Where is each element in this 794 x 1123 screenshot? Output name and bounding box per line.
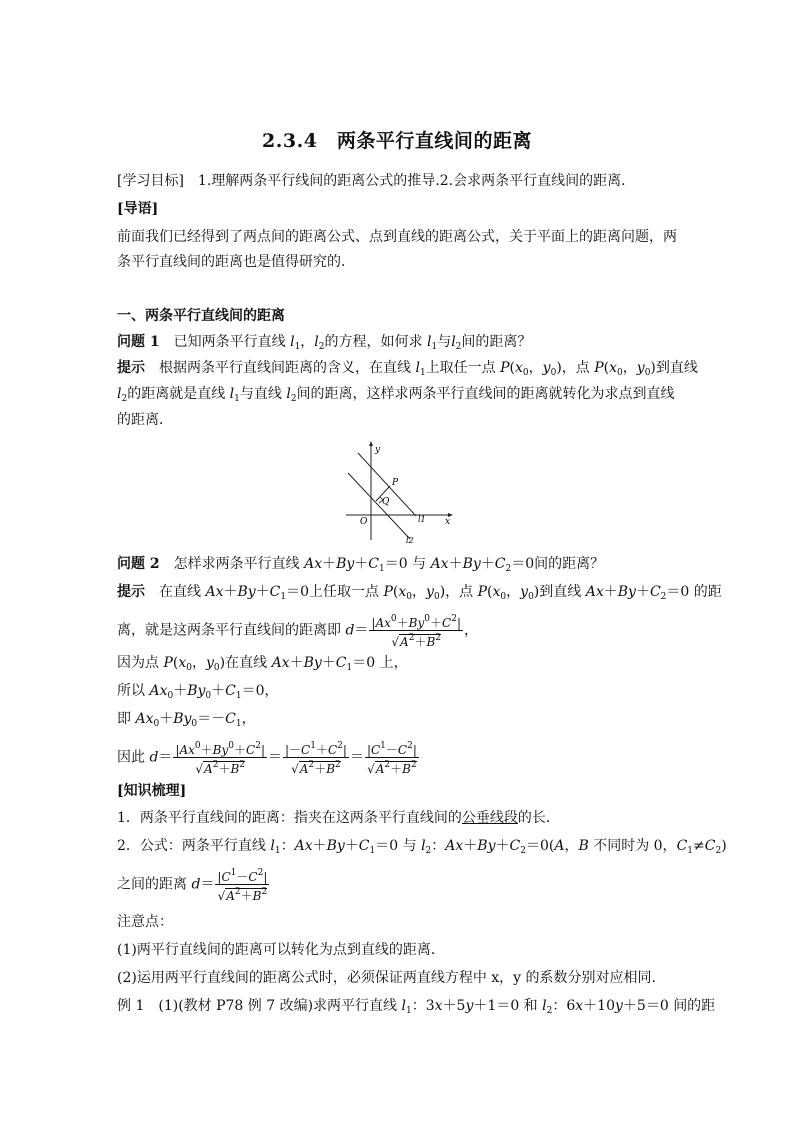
question-2-label: 问题 2 (117, 556, 160, 572)
note-1: (1)两平行直线间的距离可以转化为点到直线的距离． (117, 942, 445, 958)
hint-1-line-3: 的距离． (117, 412, 173, 428)
q2-text-a: 怎样求两条平行直线 (159, 556, 305, 572)
question-1-label: 问题 1 (117, 334, 160, 350)
hint1-text-d: 到直线 (655, 360, 698, 376)
page-title: 2.3.4 两条平行直线间的距离 (262, 130, 532, 152)
hint-2-label: 提示 (117, 584, 145, 600)
q1-text-b: 的方程，如何求 (324, 334, 427, 350)
y-axis-arrow (369, 441, 373, 446)
hint1-text-b: 上取任一点 (425, 360, 501, 376)
knowledge-1-post: 的长． (517, 810, 560, 826)
objectives-text: 1.理解两条平行线间的距离公式的推导.2.会求两条平行直线间的距离． (183, 173, 636, 189)
knowledge-2-mid: 与 (402, 838, 422, 854)
hint2-text-g: 因为点 (117, 655, 164, 671)
knowledge-item-2: 2．公式：两条平行直线 $l_1$：$Ax+By+C_1=0$ 与 $l_2$：$Ax+By+C_2=0(A$，B 不同时为 0，$C_1\ne C_2$) (117, 838, 727, 856)
question-2: 问题 2 怎样求两条平行直线 $Ax+By+C_1=0$ 与 $Ax+By+C_2=0$间的距离？ (117, 556, 605, 574)
hint1-text-f: 与直线 (239, 386, 287, 402)
hint-2-line-4: 所以 $Ax_0+By_0+C_1=0$， (117, 683, 279, 701)
label-l2: l2 (406, 536, 414, 545)
example-1-text-b: 和 (523, 998, 543, 1014)
q2-text-c: 间的距离？ (534, 556, 605, 572)
knowledge-1-pre: 1．两条平行直线间的距离：指夹在这两条平行直线间的 (117, 810, 462, 826)
hint2-text-c: ，点 (445, 584, 478, 600)
knowledge-item-1 (117, 808, 683, 828)
example-1-text: (1)(教材 P78 例 7 改编)求两平行直线 (144, 998, 402, 1014)
q1-text-a: 已知两条平行直线 (159, 334, 291, 350)
hint-2-line-5: 即 $Ax_0+By_0=-C_1$， (117, 711, 256, 729)
objectives-line (117, 171, 683, 191)
label-y: y (375, 445, 381, 455)
section-heading: 一、两条平行直线间的距离 (117, 308, 285, 324)
hint-1-line-1: 提示 根据两条平行直线间距离的含义，在直线 $l_1$上取任一点 $P(x_0$，$y_0$)，点 $P(x_0$，$y_0$)到直线 (117, 360, 698, 378)
hint2-text-l: 因此 (117, 749, 150, 766)
hint2-text-k: 即 (117, 711, 136, 727)
line-l2 (348, 473, 410, 539)
parallel-lines-figure (338, 440, 458, 545)
hint1-text-c: ，点 (561, 360, 595, 376)
hint-2-line-3: 因为点 $P(x_0$，$y_0$)在直线 $Ax+By+C_1=0$ 上， (117, 655, 408, 673)
example-1: 例 1 (1)(教材 P78 例 7 改编)求两平行直线 $l_1$：3x＋5y＋1＝0 和 $l_2$：6x＋10y＋5＝0 间的距 (117, 998, 716, 1016)
intro-label: [导语] (117, 201, 159, 217)
intro-line-1: 前面我们已经得到了两点间的距离公式、点到直线的距离公式，关于平面上的距离问题，两 (117, 229, 677, 245)
q1-text-c: 与 (437, 334, 452, 350)
hint2-text-a: 在直线 (145, 584, 206, 600)
knowledge-2-pre: 2．公式：两条平行直线 (117, 838, 271, 854)
label-point-q: Q (382, 497, 390, 507)
label-point-p: P (392, 478, 399, 488)
math-l1: l (290, 334, 295, 350)
knowledge-1-underlined: 公垂线段 (461, 810, 518, 826)
hint2-text-e: 的距 (693, 584, 722, 600)
label-l1: l1 (418, 515, 426, 524)
hint-1-line-2: $l_2$的距离就是直线 $l_1$与直线 $l_2$间的距离，这样求两条平行直线间的距离就转化为求点到直线 (117, 386, 675, 404)
label-x: x (445, 517, 451, 527)
hint-2-line-1: 提示 在直线 $Ax+By+C_1=0$上任取一点 $P(x_0$，$y_0$)，点 $P(x_0$，$y_0$)到直线 $Ax+By+C_2=0$ 的距 (117, 584, 722, 602)
hint1-text-g: 间的距离，这样求两条平行直线间的距离就转化为求点到直线 (296, 386, 675, 402)
hint1-text-a: 根据两条平行直线间距离的含义，在直线 (145, 360, 416, 376)
distance-formula-2: $\frac{|Ax^0+By^0+C^2|}{√A^2+B^2}$ (175, 741, 265, 776)
knowledge-label: [知识梳理] (117, 783, 187, 799)
example-1-text-c: 间的距 (673, 998, 716, 1014)
hint-1-label: 提示 (117, 360, 145, 376)
intro-line-2: 条平行直线间的距离也是值得研究的． (117, 254, 355, 270)
hint2-text-j: 所以 (117, 683, 150, 699)
hint2-text-i: 上， (379, 655, 408, 671)
hint2-text-f: 离，就是这两条平行直线间的距离即 (117, 622, 346, 639)
knowledge-2-cond: 不同时为 0， (593, 838, 677, 854)
question-1: 问题 1 已知两条平行直线 $l_1$，$l_2$的方程，如何求 $l_1$与$l_2$间的距离？ (117, 334, 532, 352)
notes-label: 注意点： (117, 914, 173, 930)
objectives-label: [学习目标] (117, 173, 184, 189)
distance-formula-1: $\frac{|Ax^0+By^0+C^2|}{√A^2+B^2}$ (371, 614, 461, 649)
distance-formula-4: $\frac{|C^1-C^2|}{√A^2+B^2}$ (366, 741, 417, 776)
q1-text-d: 间的距离？ (461, 334, 532, 350)
hint2-text-h: 在直线 (225, 655, 272, 671)
note-2: (2)运用两平行直线间的距离公式时，必须保证两直线方程中 x，y 的系数分别对应相同． (117, 970, 666, 986)
hint-2-line-6: 因此 d＝ $\frac{|Ax^0+By^0+C^2|}{√A^2+B^2}$ ＝ $\frac{|-C^1+C^2|}{√A^2+B^2}$ ＝ $\frac{|C^1-C^2|}{√A^2+B^2}$ (117, 741, 417, 776)
distance-formula-3: $\frac{|-C^1+C^2|}{√A^2+B^2}$ (284, 741, 347, 776)
distance-formula-5: $\frac{|C^1-C^2|}{√A^2+B^2}$ (217, 868, 268, 903)
knowledge-2-line-2: 之间的距离 (117, 876, 192, 893)
label-origin: O (360, 517, 368, 527)
hint1-text-e: 的距离就是直线 (127, 386, 230, 402)
q2-text-b: 与 (412, 556, 431, 572)
hint2-text-d: 到直线 (539, 584, 586, 600)
hint-2-line-2: 离，就是这两条平行直线间的距离即 d＝ $\frac{|Ax^0+By^0+C^2|}{√A^2+B^2}$ ， (117, 614, 478, 649)
knowledge-item-2-line-2: 之间的距离 d＝ $\frac{|C^1-C^2|}{√A^2+B^2}$ (117, 868, 268, 903)
hint2-text-b: 上任取一点 (309, 584, 384, 600)
example-1-label: 例 1 (117, 998, 145, 1014)
